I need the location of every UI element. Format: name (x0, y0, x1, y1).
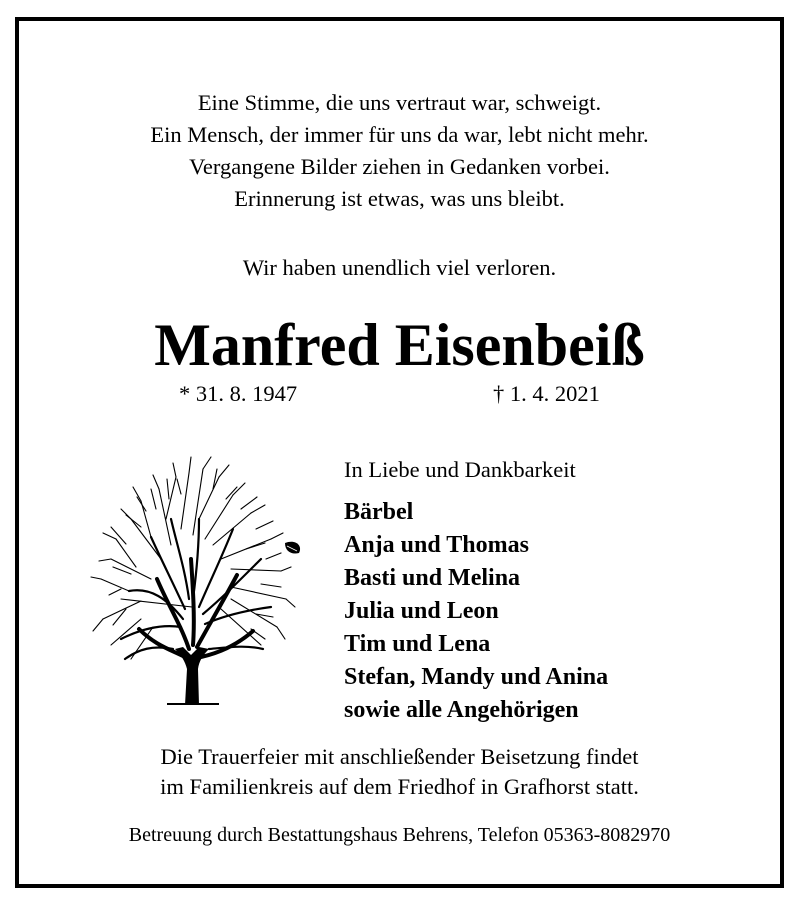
mourner-name: Bärbel (344, 499, 414, 525)
poem (19, 87, 780, 215)
loss-statement: Wir haben unendlich viel verloren. (242, 255, 557, 280)
mourner-name: Tim und Lena (344, 631, 491, 657)
tree-icon (81, 449, 303, 705)
mourner-list (344, 496, 608, 727)
funeral-home-contact: Betreuung durch Bestattungshaus Behrens, Telefon 05363-8082970 (128, 824, 671, 846)
notice-line: Die Trauerfeier mit anschließender Beisetzung findet (160, 744, 639, 769)
mourner-name: Basti und Melina (344, 565, 521, 591)
mourner-name: sowie alle Angehörigen (344, 697, 579, 723)
mourner-name: Julia und Leon (344, 598, 499, 624)
obituary-frame (15, 17, 784, 888)
deceased-name: Manfred Eisenbeiß (154, 312, 645, 378)
poem-line: Eine Stimme, die uns vertraut war, schweigt. (197, 90, 602, 115)
death-date: † 1. 4. 2021 (493, 381, 600, 406)
thanks-intro: In Liebe und Dankbarkeit (344, 457, 576, 482)
poem-line: Ein Mensch, der immer für uns da war, lebt nicht mehr. (150, 122, 649, 147)
poem-line: Vergangene Bilder ziehen in Gedanken vorbei. (189, 154, 610, 179)
poem-line: Erinnerung ist etwas, was uns bleibt. (234, 186, 565, 211)
mourner-name: Anja und Thomas (344, 532, 529, 558)
birth-date: * 31. 8. 1947 (179, 381, 298, 406)
mourner-name: Stefan, Mandy und Anina (344, 664, 609, 690)
funeral-notice (19, 742, 780, 802)
notice-line: im Familienkreis auf dem Friedhof in Grafhorst statt. (160, 774, 639, 799)
